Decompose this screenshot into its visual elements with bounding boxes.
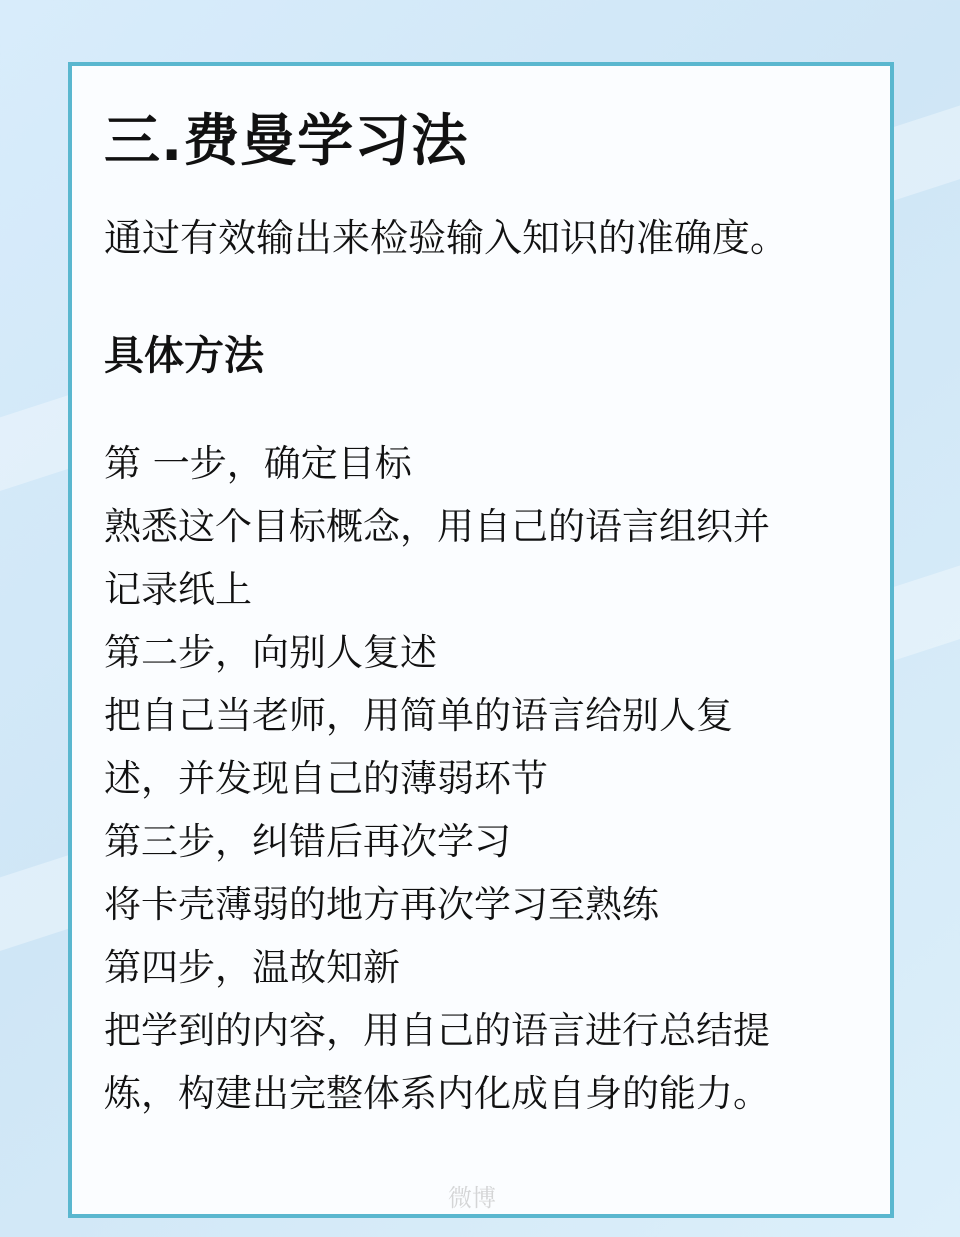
step-line: 熟悉这个目标概念，用自己的语言组织并: [104, 505, 770, 548]
step-line: 第二步，向别人复述: [104, 631, 437, 674]
watermark: 微博: [448, 1184, 496, 1212]
step-line: 把自己当老师，用简单的语言给别人复: [104, 694, 733, 737]
step-line: 第 一步，确定目标: [104, 442, 412, 485]
step-line: 述，并发现自己的薄弱环节: [104, 757, 548, 800]
step-line: 将卡壳薄弱的地方再次学习至熟练: [104, 883, 659, 926]
content-card: [68, 62, 894, 1218]
page-title: 三.费曼学习法: [104, 109, 469, 174]
steps-list: [104, 432, 870, 1125]
intro-text: 通过有效输出来检验输入知识的准确度。: [104, 216, 789, 260]
card-content: [104, 106, 870, 1125]
step-line: 把学到的内容，用自己的语言进行总结提: [104, 1009, 770, 1052]
section-heading: 具体方法: [104, 333, 264, 379]
step-line: 炼，构建出完整体系内化成自身的能力。: [104, 1072, 770, 1115]
step-line: 第四步，温故知新: [104, 946, 400, 989]
step-line: 记录纸上: [104, 568, 252, 611]
step-line: 第三步，纠错后再次学习: [104, 820, 511, 863]
